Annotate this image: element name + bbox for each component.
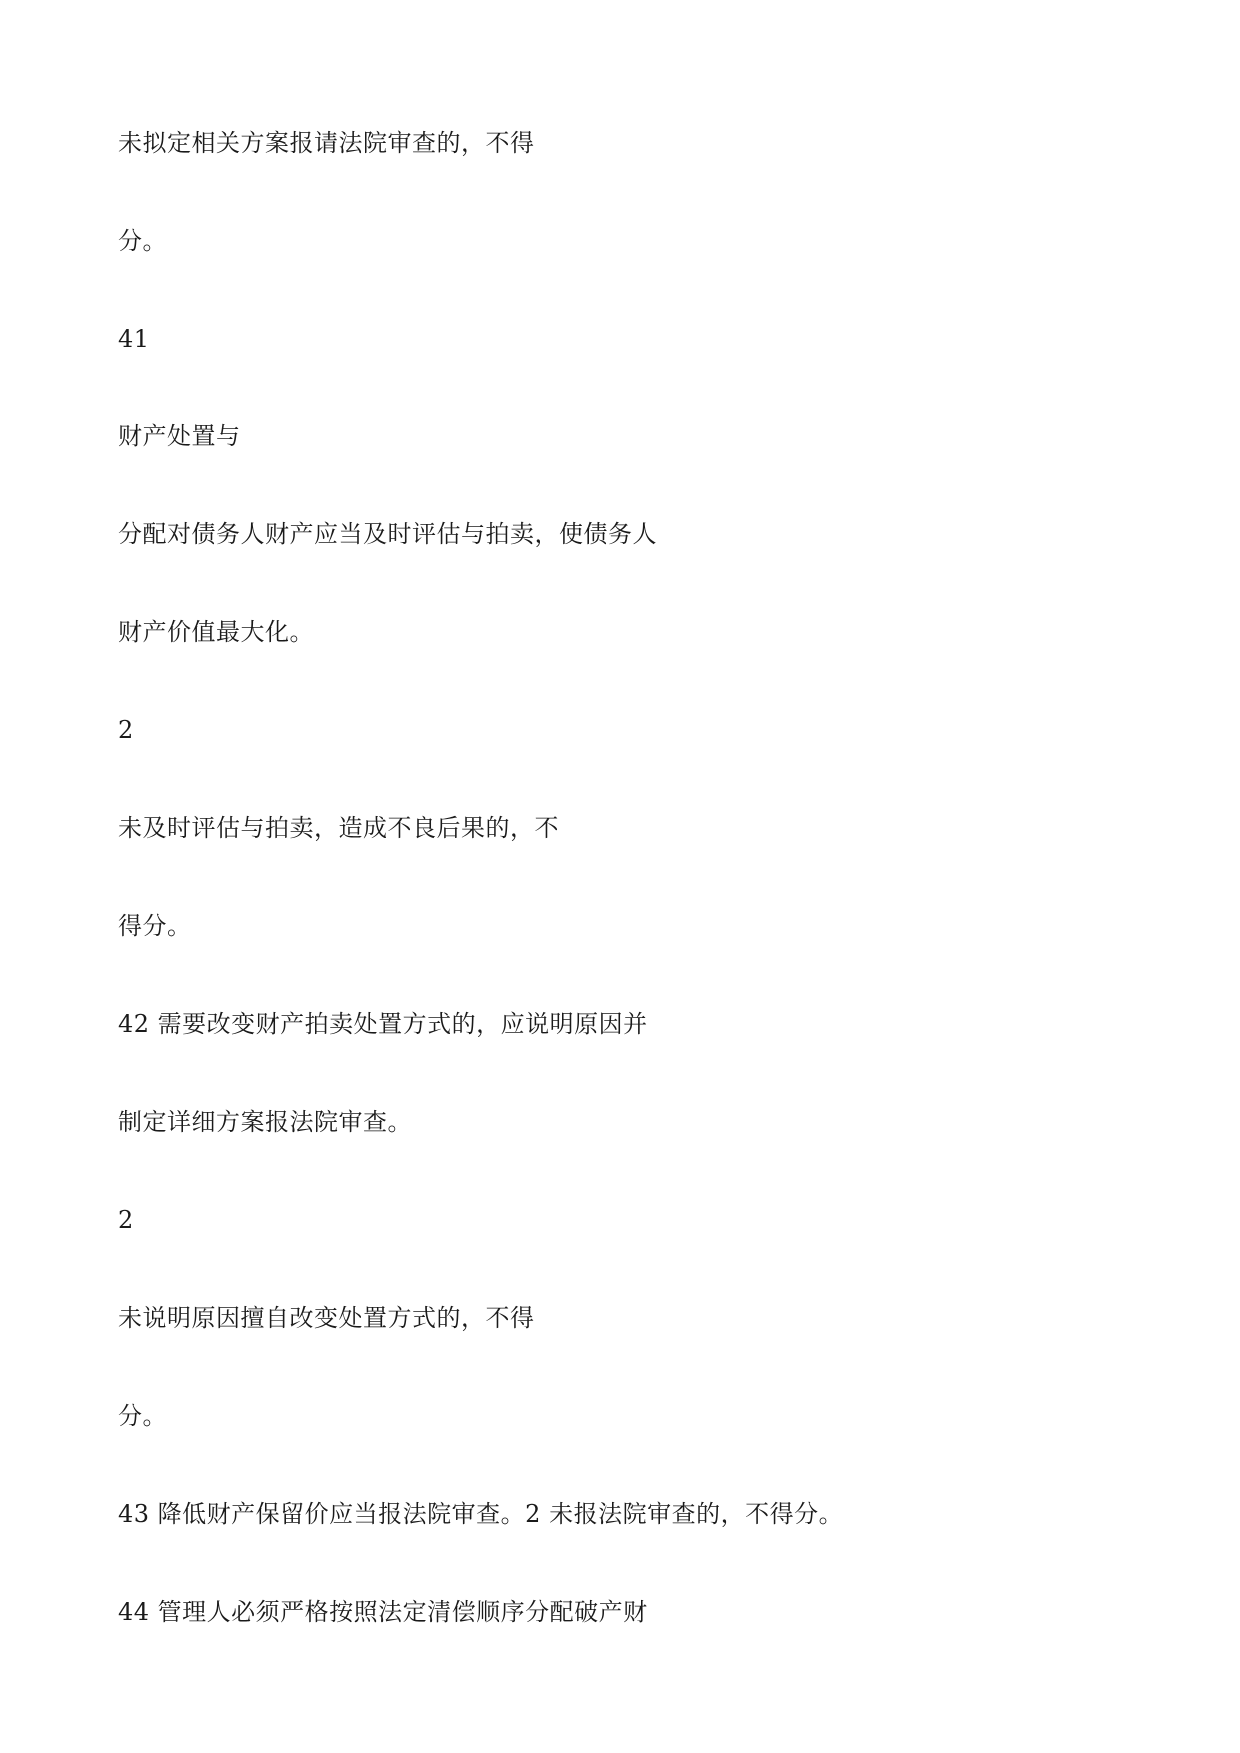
text-line: 分。 — [118, 227, 167, 255]
text-line: 制定详细方案报法院审查。 — [118, 1108, 412, 1136]
text-line: 未说明原因擅自改变处置方式的，不得 — [118, 1304, 535, 1332]
text-line: 42 需要改变财产拍卖处置方式的，应说明原因并 — [118, 1010, 648, 1038]
text-line: 44 管理人必须严格按照法定清偿顺序分配破产财 — [118, 1598, 648, 1626]
text-line: 2 — [118, 716, 134, 744]
text-line: 43 降低财产保留价应当报法院审查。2 未报法院审查的，不得分。 — [118, 1500, 844, 1528]
text-line: 2 — [118, 1206, 134, 1234]
text-line: 41 — [118, 325, 150, 353]
text-line: 分配对债务人财产应当及时评估与拍卖，使债务人 — [118, 520, 657, 548]
text-line: 得分。 — [118, 912, 192, 940]
text-line: 分。 — [118, 1402, 167, 1430]
text-line: 未及时评估与拍卖，造成不良后果的，不 — [118, 814, 559, 842]
text-line: 财产处置与 — [118, 422, 241, 450]
text-line: 未拟定相关方案报请法院审查的，不得 — [118, 129, 535, 157]
text-line: 财产价值最大化。 — [118, 618, 314, 646]
